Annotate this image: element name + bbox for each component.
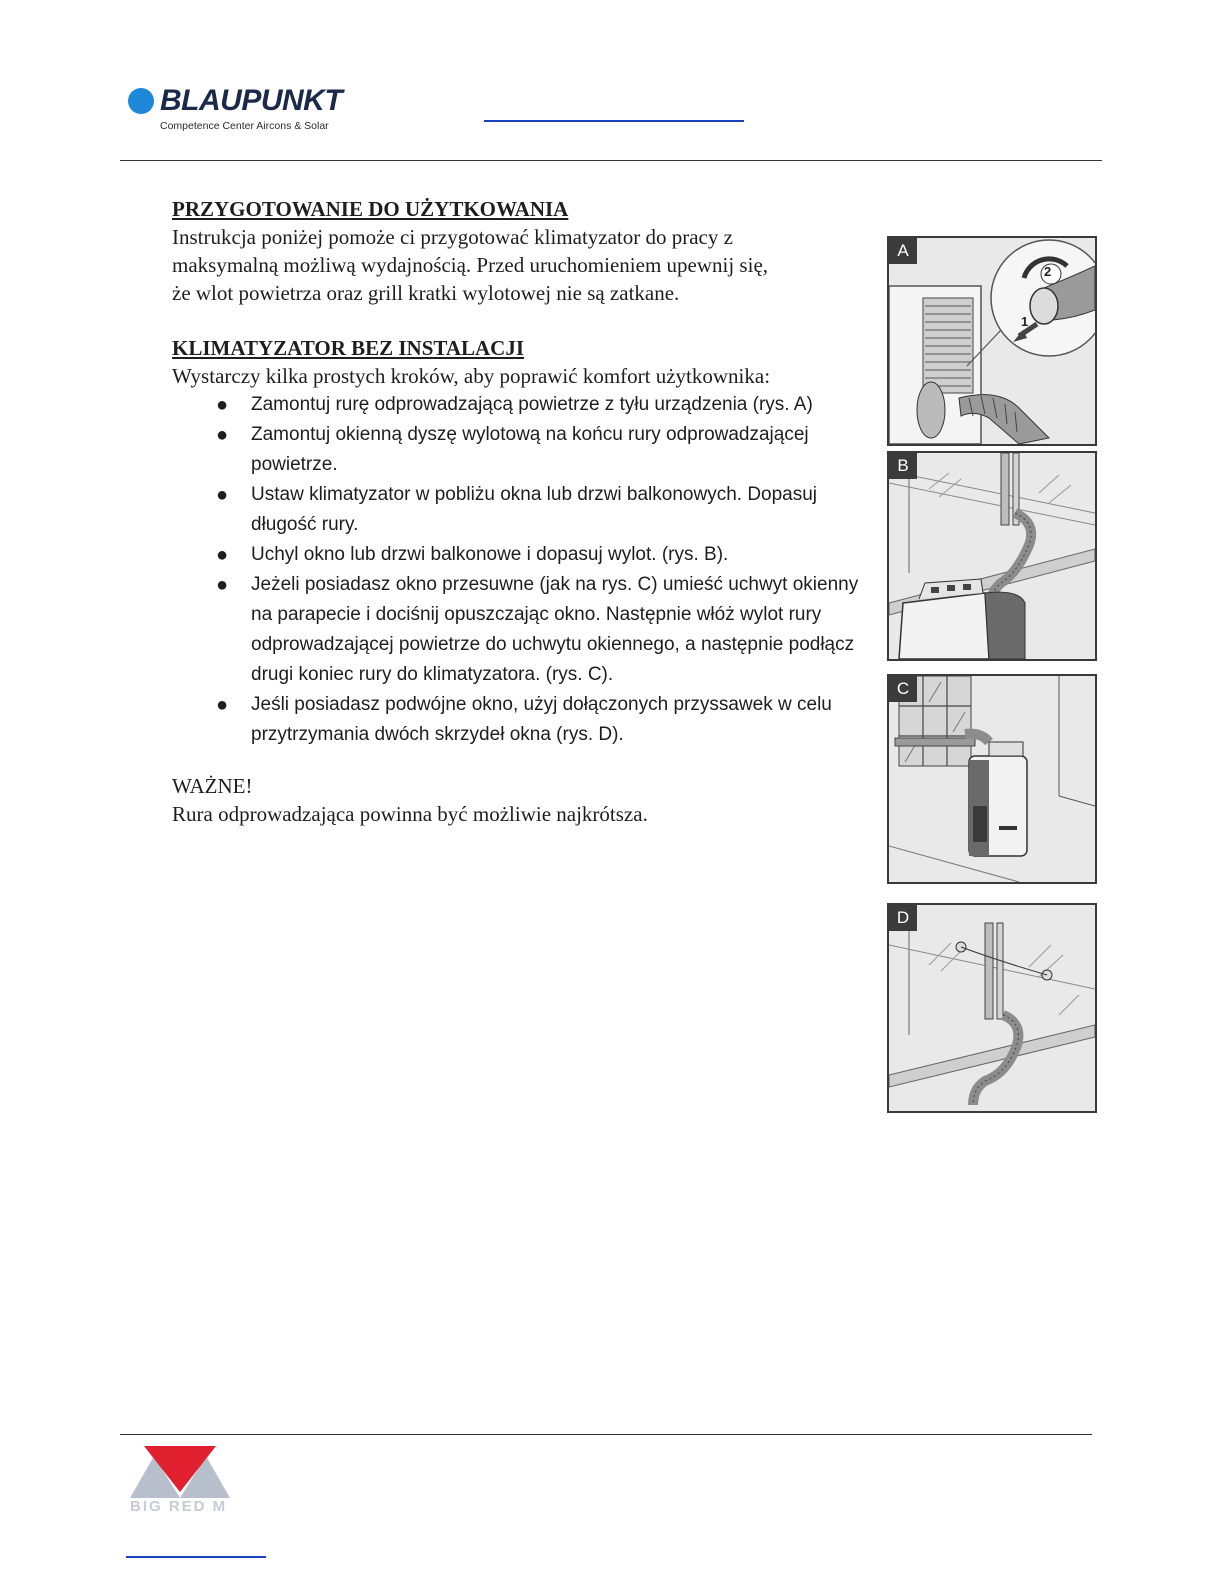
list-item (172, 420, 882, 480)
bullet-icon: ● (216, 694, 229, 716)
footer-link[interactable] (126, 1556, 266, 1558)
figure-a-step2: 2 (1044, 264, 1052, 279)
header-link[interactable] (484, 120, 744, 122)
list-item-text: Zamontuj rurę odprowadzającą powietrze z tyłu urządzenia (rys. A) (251, 394, 813, 415)
figure-b-drawing (889, 453, 1095, 659)
list-item-text: Jeżeli posiadasz okno przesuwne (jak na rys. C) umieść uchwyt okienny na parapecie i dociśnij opuszczając okno. Następnie włóż wylot rury odprowadzającej powietrze do uchwytu okiennego, a następnie podłącz drugi koniec rury do klimatyzatora. (rys. C). (251, 574, 859, 685)
steps-list (172, 390, 882, 750)
bullet-icon: ● (216, 574, 229, 596)
bullet-icon: ● (216, 424, 229, 446)
list-item (172, 480, 882, 540)
bullet-icon: ● (216, 394, 229, 416)
steps-intro: Wystarczy kilka prostych kroków, aby poprawić komfort użytkownika: (172, 364, 771, 388)
blaupunkt-logo (128, 86, 368, 138)
figure-c-drawing (889, 676, 1095, 882)
important-title: WAŻNE! (172, 774, 253, 798)
bullet-icon: ● (216, 484, 229, 506)
list-item (172, 540, 882, 570)
figure-c-label: C (889, 676, 917, 702)
list-item (172, 390, 882, 420)
section-title-no-install: KLIMATYZATOR BEZ INSTALACJI (172, 336, 525, 360)
list-item-text: Jeśli posiadasz podwójne okno, użyj dołączonych przyssawek w celu przytrzymania dwóch skrzydeł okna (rys. D). (251, 694, 832, 745)
bullet-icon: ● (216, 544, 229, 566)
figure-a-drawing (889, 238, 1095, 444)
intro-line: Instrukcja poniżej pomoże ci przygotować klimatyzator do pracy z (172, 225, 733, 249)
list-item-text: Uchyl okno lub drzwi balkonowe i dopasuj wylot. (rys. B). (251, 544, 729, 565)
figure-d (887, 903, 1097, 1113)
figure-d-drawing (889, 905, 1095, 1111)
list-item-text: Ustaw klimatyzator w pobliżu okna lub drzwi balkonowych. Dopasuj długość rury. (251, 484, 818, 535)
list-item (172, 690, 882, 750)
list-item (172, 570, 882, 690)
logo-dot-icon (128, 88, 154, 114)
intro-line: że wlot powietrza oraz grill kratki wylotowej nie są zatkane. (172, 281, 680, 305)
big-red-m-icon (130, 1446, 230, 1498)
list-item-text: Zamontuj okienną dyszę wylotową na końcu rury odprowadzającej powietrze. (251, 424, 809, 475)
figure-c (887, 674, 1097, 884)
important-text: Rura odprowadzająca powinna być możliwie najkrótsza. (172, 802, 648, 826)
header-divider (120, 160, 1102, 161)
figure-b (887, 451, 1097, 661)
footer-divider (120, 1434, 1092, 1435)
logo-brand: BLAUPUNKT (160, 84, 343, 117)
figure-b-label: B (889, 453, 917, 479)
figure-d-label: D (889, 905, 917, 931)
figure-a-label: A (889, 238, 917, 264)
section-title-preparation: PRZYGOTOWANIE DO UŻYTKOWANIA (172, 197, 569, 221)
main-content (172, 196, 882, 828)
big-red-m-label: BIG RED M (130, 1498, 228, 1515)
logo-tagline: Competence Center Aircons & Solar (160, 120, 329, 132)
intro-line: maksymalną możliwą wydajnością. Przed uruchomieniem upewnij się, (172, 253, 769, 277)
figure-a-step1: 1 (1021, 314, 1029, 329)
figure-a (887, 236, 1097, 446)
